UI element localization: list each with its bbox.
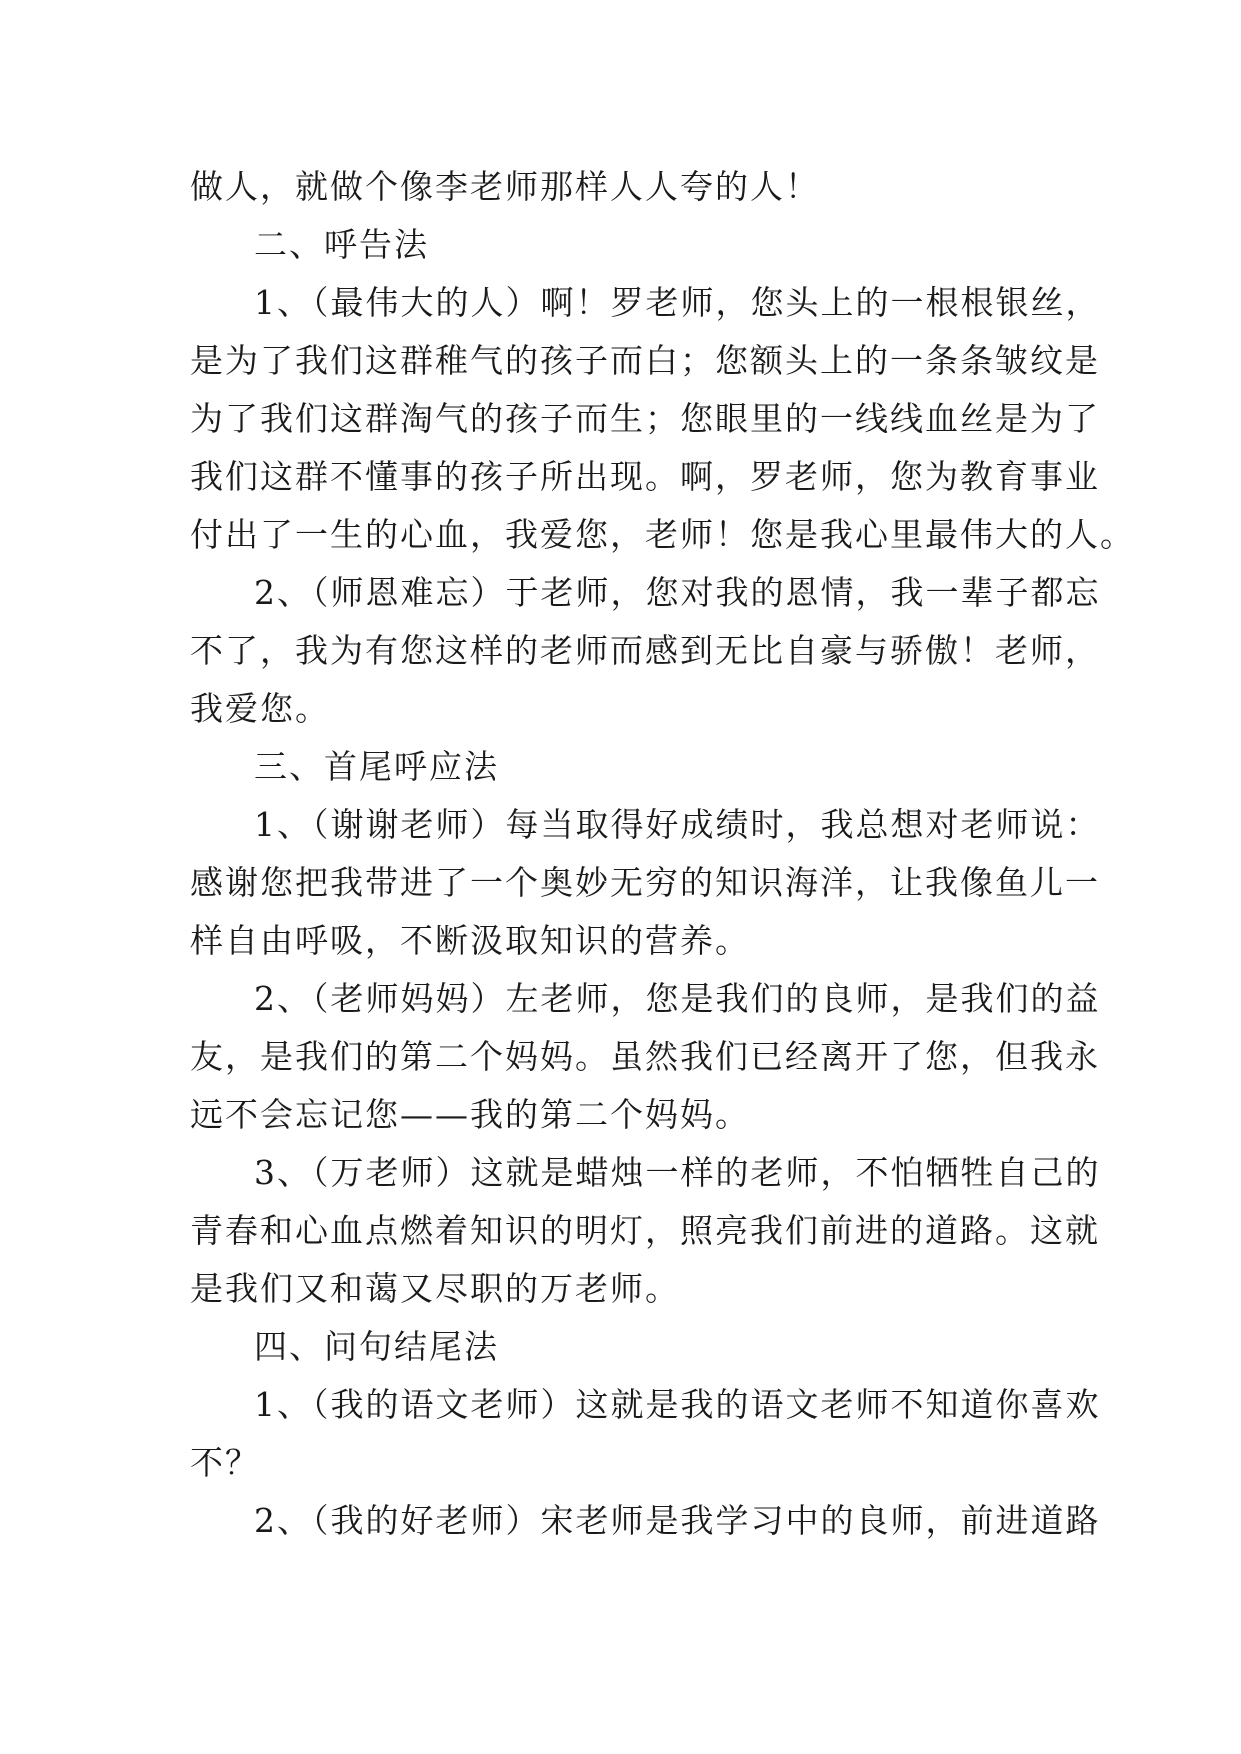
section-heading: 二、呼告法 (254, 225, 429, 264)
text-line: 不？ (190, 1443, 260, 1482)
text-line: 青春和心血点燃着知识的明灯，照亮我们前进的道路。这就 (190, 1211, 1100, 1250)
text-line: 3、（万老师）这就是蜡烛一样的老师，不怕牺牲自己的 (254, 1153, 1101, 1192)
text-line: 我们这群不懂事的孩子所出现。啊，罗老师，您为教育事业 (190, 457, 1100, 496)
text-line: 样自由呼吸，不断汲取知识的营养。 (190, 921, 750, 960)
document-page (190, 158, 1135, 1550)
text-line: 是我们又和蔼又尽职的万老师。 (190, 1269, 680, 1308)
section-heading: 三、首尾呼应法 (254, 747, 499, 786)
text-line: 做人，就做个像李老师那样人人夸的人！ (190, 167, 820, 206)
text-line: 2、（老师妈妈）左老师，您是我们的良师，是我们的益 (254, 979, 1101, 1018)
text-line: 不了，我为有您这样的老师而感到无比自豪与骄傲！老师， (190, 631, 1100, 670)
text-line: 付出了一生的心血，我爱您，老师！您是我心里最伟大的人。 (190, 515, 1135, 554)
text-line: 是为了我们这群稚气的孩子而白；您额头上的一条条皱纹是 (190, 341, 1100, 380)
text-line: 为了我们这群淘气的孩子而生；您眼里的一线线血丝是为了 (190, 399, 1100, 438)
text-line: 1、（最伟大的人）啊！罗老师，您头上的一根根银丝， (254, 283, 1101, 322)
text-line: 友，是我们的第二个妈妈。虽然我们已经离开了您，但我永 (190, 1037, 1100, 1076)
text-line: 感谢您把我带进了一个奥妙无穷的知识海洋，让我像鱼儿一 (190, 863, 1100, 902)
text-line: 1、（我的语文老师）这就是我的语文老师不知道你喜欢 (254, 1385, 1101, 1424)
text-line: 1、（谢谢老师）每当取得好成绩时，我总想对老师说： (254, 805, 1101, 844)
text-line: 2、（我的好老师）宋老师是我学习中的良师，前进道路 (254, 1501, 1101, 1540)
text-line: 远不会忘记您——我的第二个妈妈。 (190, 1095, 750, 1134)
text-line: 我爱您。 (190, 689, 330, 728)
text-line: 2、（师恩难忘）于老师，您对我的恩情，我一辈子都忘 (254, 573, 1101, 612)
section-heading: 四、问句结尾法 (254, 1327, 499, 1366)
